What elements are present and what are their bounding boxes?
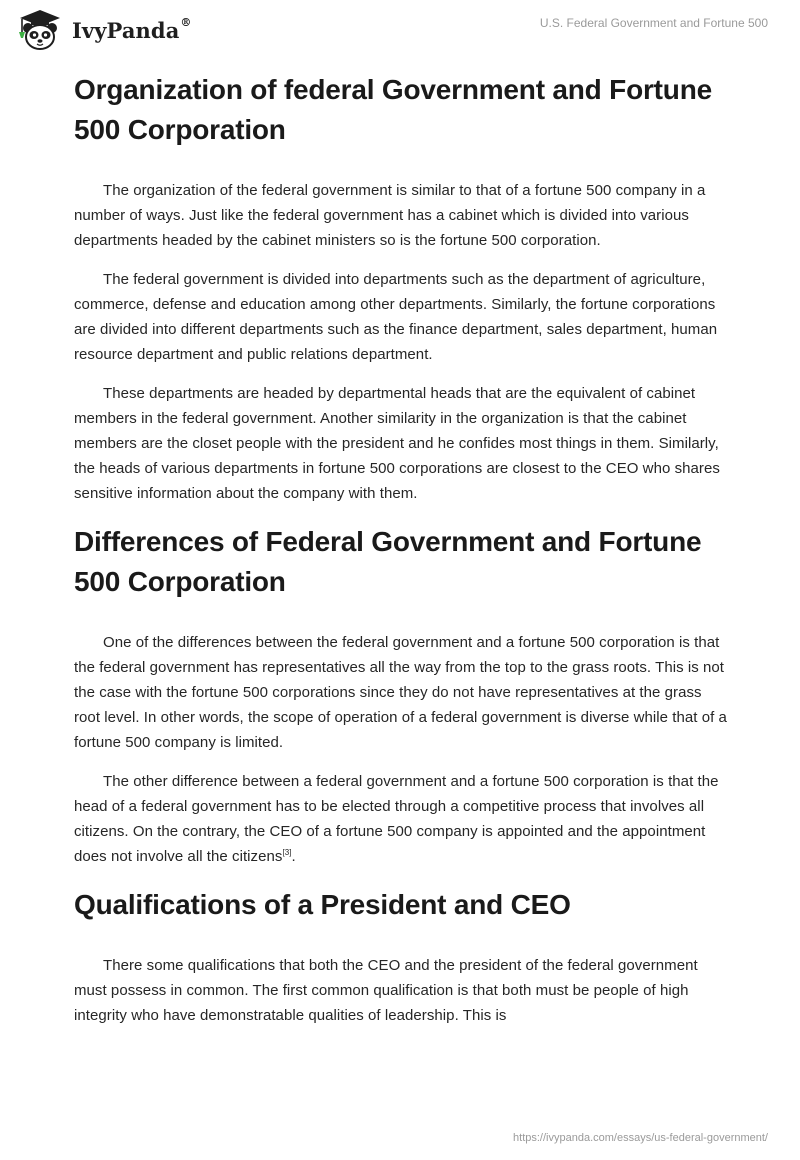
- paragraph: There some qualifications that both the CEO and the president of the federal government must possess in common. The first common qualification is that both must be people of high integrity who have demonstratable qualities of leadership. This is: [74, 957, 698, 1024]
- paragraph-tail: .: [291, 848, 296, 865]
- paragraph-text: The other difference between a federal government and a fortune 500 corporation is that the head of a federal government has to be elected through a competitive process that involves all citizens. On the contrary, the CEO of a fortune 500 company is appointed and the appointment does not involve all the citizens: [74, 773, 719, 865]
- document-title: U.S. Federal Government and Fortune 500: [539, 16, 768, 30]
- paragraph: These departments are headed by departmental heads that are the equivalent of cabinet members in the federal government. Another similarity in the organization is that the cabinet members are the closet people with the president and he confides most things in them. Similarly, the heads of various departments in fortune 500 corporations are closest to the CEO who shares sensitive information about the company with them.: [74, 385, 720, 502]
- section-heading-differences: Differences of Federal Government and Fortune 500 Corporation: [74, 526, 702, 597]
- article-body: [74, 70, 730, 1042]
- section-heading-qualifications: Qualifications of a President and CEO: [74, 889, 571, 920]
- brand-name: IvyPanda®: [72, 15, 192, 43]
- paragraph: One of the differences between the federal government and a fortune 500 corporation is that the federal government has representatives all the way from the top to the grass roots. This is not the case with the fortune 500 corporations since they do not have representatives at the grass root level. In other words, the scope of operation of a federal government is diverse while that of a fortune 500 company is limited.: [74, 634, 727, 751]
- page-header: [0, 0, 800, 60]
- paragraph: The organization of the federal government is similar to that of a fortune 500 company in a number of ways. Just like the federal government has a cabinet which is divided into various departments headed by the cabinet ministers so is the fortune 500 corporation.: [74, 182, 706, 249]
- paragraph-with-citation: [74, 769, 730, 869]
- section-heading-organization: Organization of federal Government and Fortune 500 Corporation: [74, 74, 712, 145]
- footer-url[interactable]: https://ivypanda.com/essays/us-federal-government/: [513, 1132, 768, 1144]
- citation-link[interactable]: [3]: [282, 848, 292, 857]
- logo[interactable]: [14, 8, 192, 52]
- paragraph: The federal government is divided into departments such as the department of agriculture, commerce, defense and education among other departments. Similarly, the fortune corporations are divided into different departments such as the finance department, sales department, human resource department and public relations department.: [74, 271, 718, 363]
- panda-graduation-cap-icon: [14, 8, 66, 52]
